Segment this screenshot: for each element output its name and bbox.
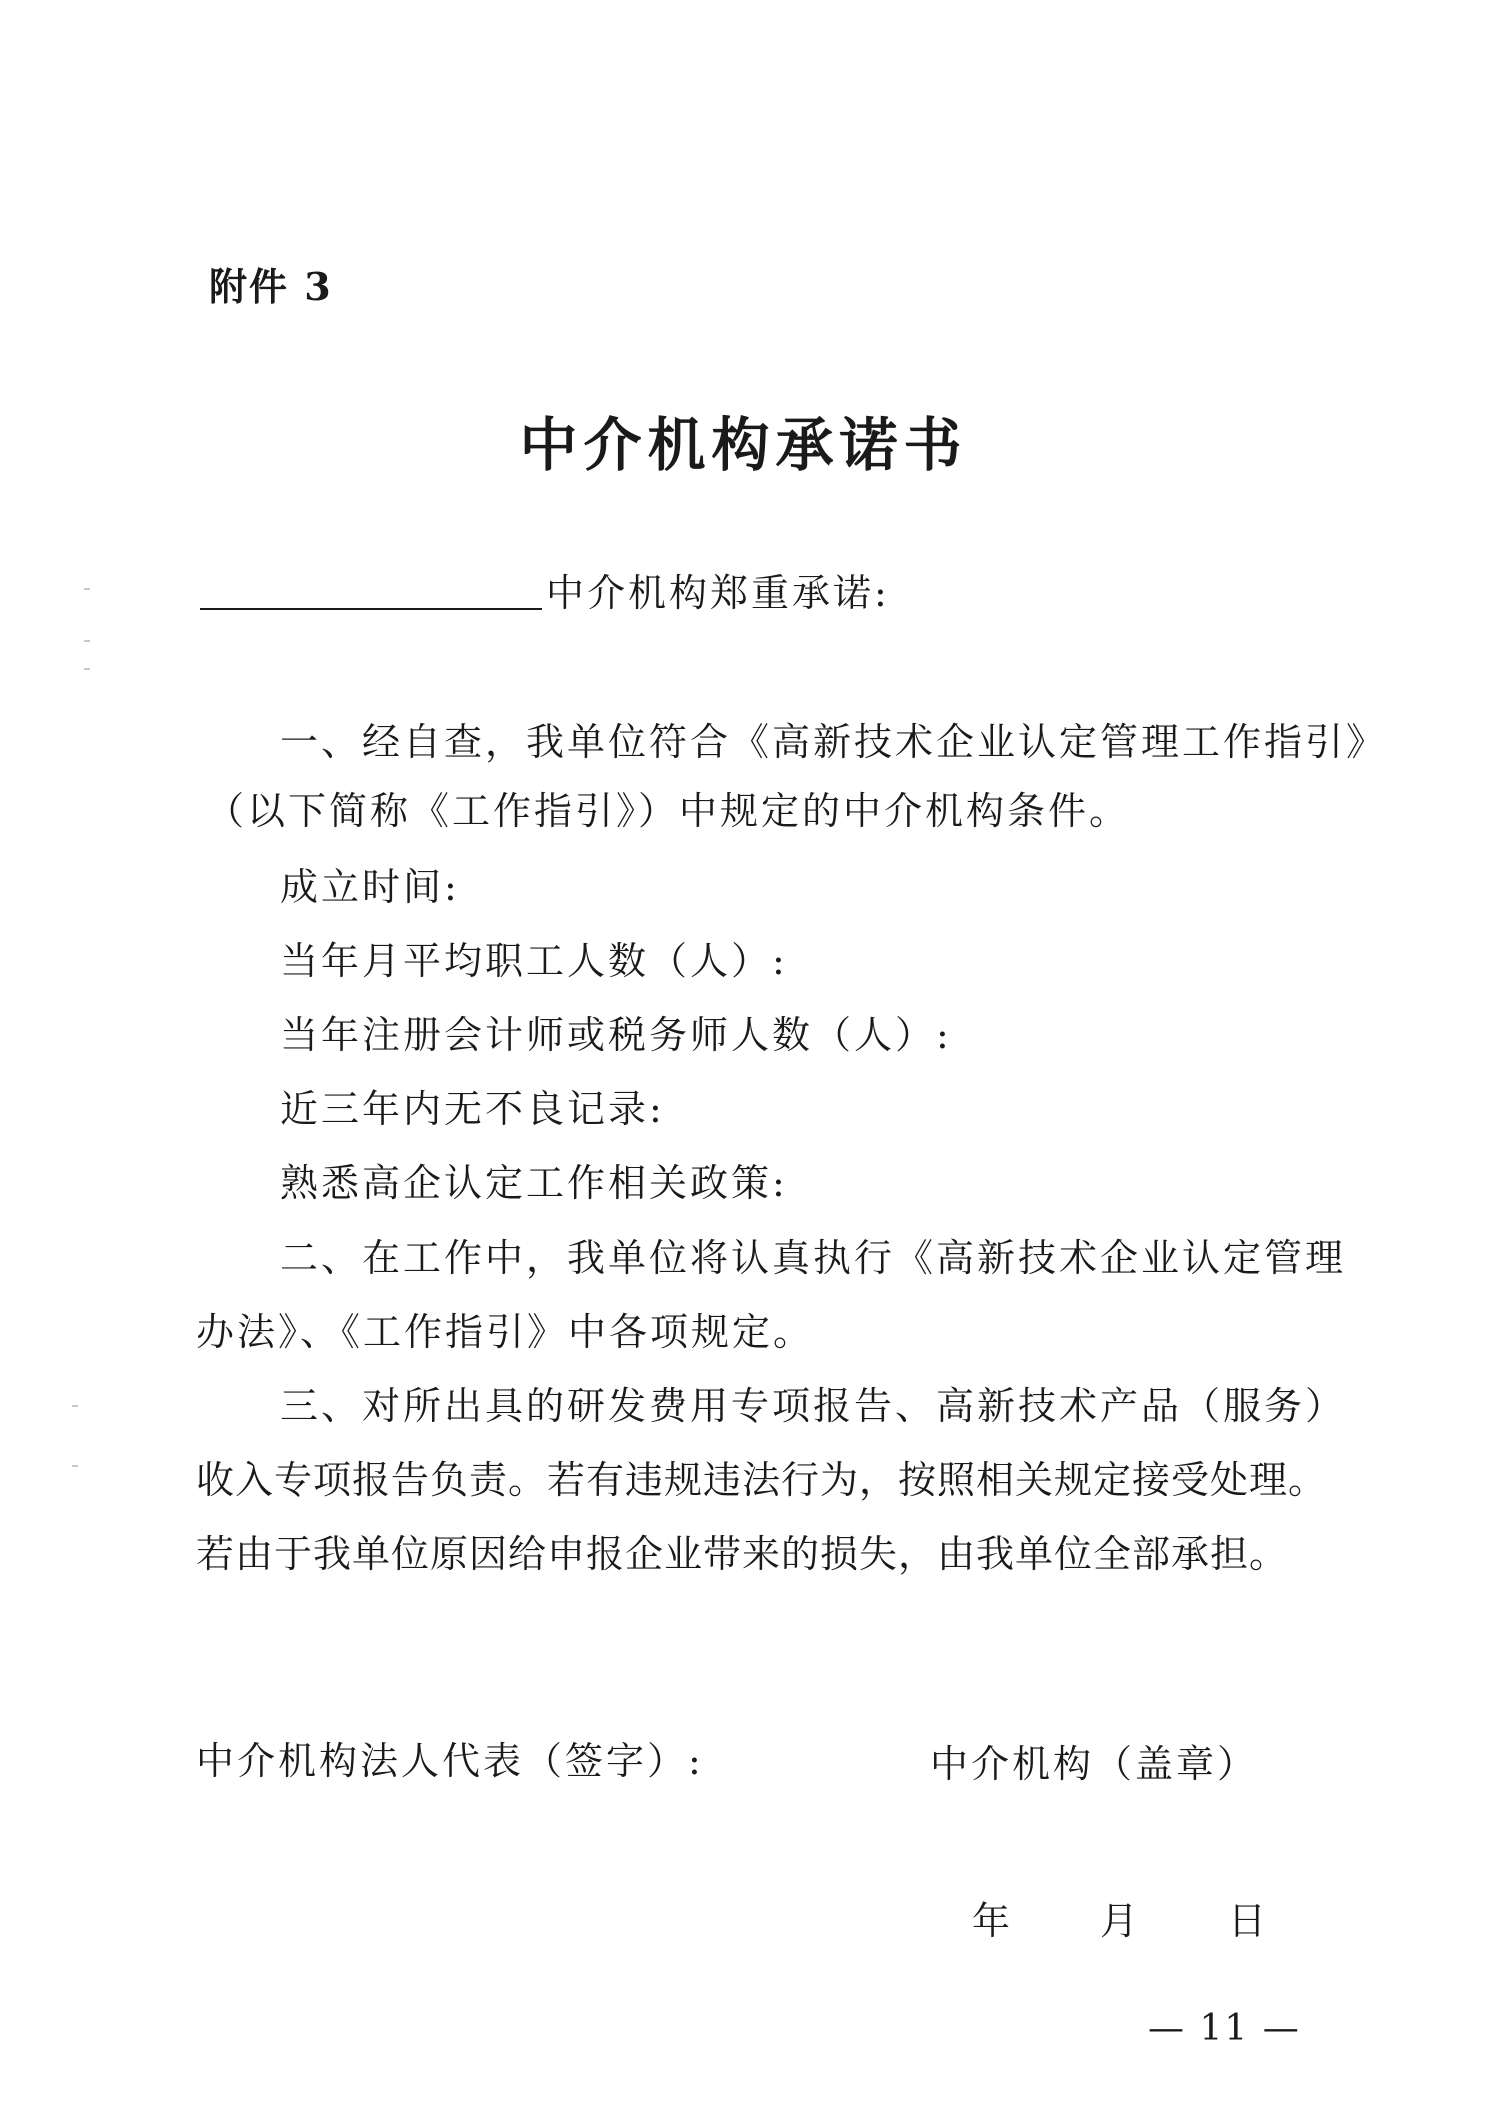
field-cpa-count: 当年注册会计师或税务师人数（人）: — [280, 1013, 952, 1057]
pledge-intro-line — [200, 568, 890, 618]
paragraph-2-line-2: 办法》、《工作指引》中各项规定。 — [196, 1310, 815, 1354]
date-month: 月 — [1100, 1899, 1139, 1943]
date-year: 年 — [972, 1899, 1011, 1943]
pledge-intro-text: 中介机构郑重承诺: — [546, 571, 890, 615]
paragraph-2-line-1: 二、在工作中，我单位将认真执行《高新技术企业认定管理 — [280, 1236, 1347, 1280]
document-title: 中介机构承诺书 — [519, 411, 968, 479]
agency-name-blank — [200, 608, 542, 610]
annex-label: 附件 3 — [209, 264, 333, 309]
scan-edge-mark — [84, 668, 90, 670]
date-line — [972, 1890, 1266, 1945]
field-no-bad-record: 近三年内无不良记录: — [280, 1087, 665, 1131]
paragraph-3-line-1: 三、对所出具的研发费用专项报告、高新技术产品（服务） — [280, 1384, 1347, 1428]
page-number: — 11 — — [1148, 2008, 1301, 2049]
scan-edge-mark — [72, 1465, 78, 1467]
scan-edge-mark — [84, 588, 90, 590]
date-day: 日 — [1228, 1899, 1267, 1943]
field-familiar-policy: 熟悉高企认定工作相关政策: — [280, 1161, 788, 1205]
field-established-time: 成立时间: — [280, 865, 460, 909]
paragraph-1-line-2: （以下简称《工作指引》）中规定的中介机构条件。 — [206, 789, 1131, 833]
field-avg-staff: 当年月平均职工人数（人）: — [280, 939, 788, 983]
paragraph-1-line-1: 一、经自查，我单位符合《高新技术企业认定管理工作指引》 — [280, 720, 1388, 764]
agency-seal-label: 中介机构（盖章） — [930, 1742, 1259, 1786]
paragraph-3-line-3: 若由于我单位原因给申报企业带来的损失，由我单位全部承担。 — [196, 1532, 1289, 1576]
scan-edge-mark — [84, 640, 90, 642]
paragraph-3-line-2: 收入专项报告负责。若有违规违法行为，按照相关规定接受处理。 — [196, 1458, 1328, 1502]
legal-representative-signature-label: 中介机构法人代表（签字）: — [196, 1739, 704, 1783]
scan-edge-mark — [72, 1405, 78, 1407]
